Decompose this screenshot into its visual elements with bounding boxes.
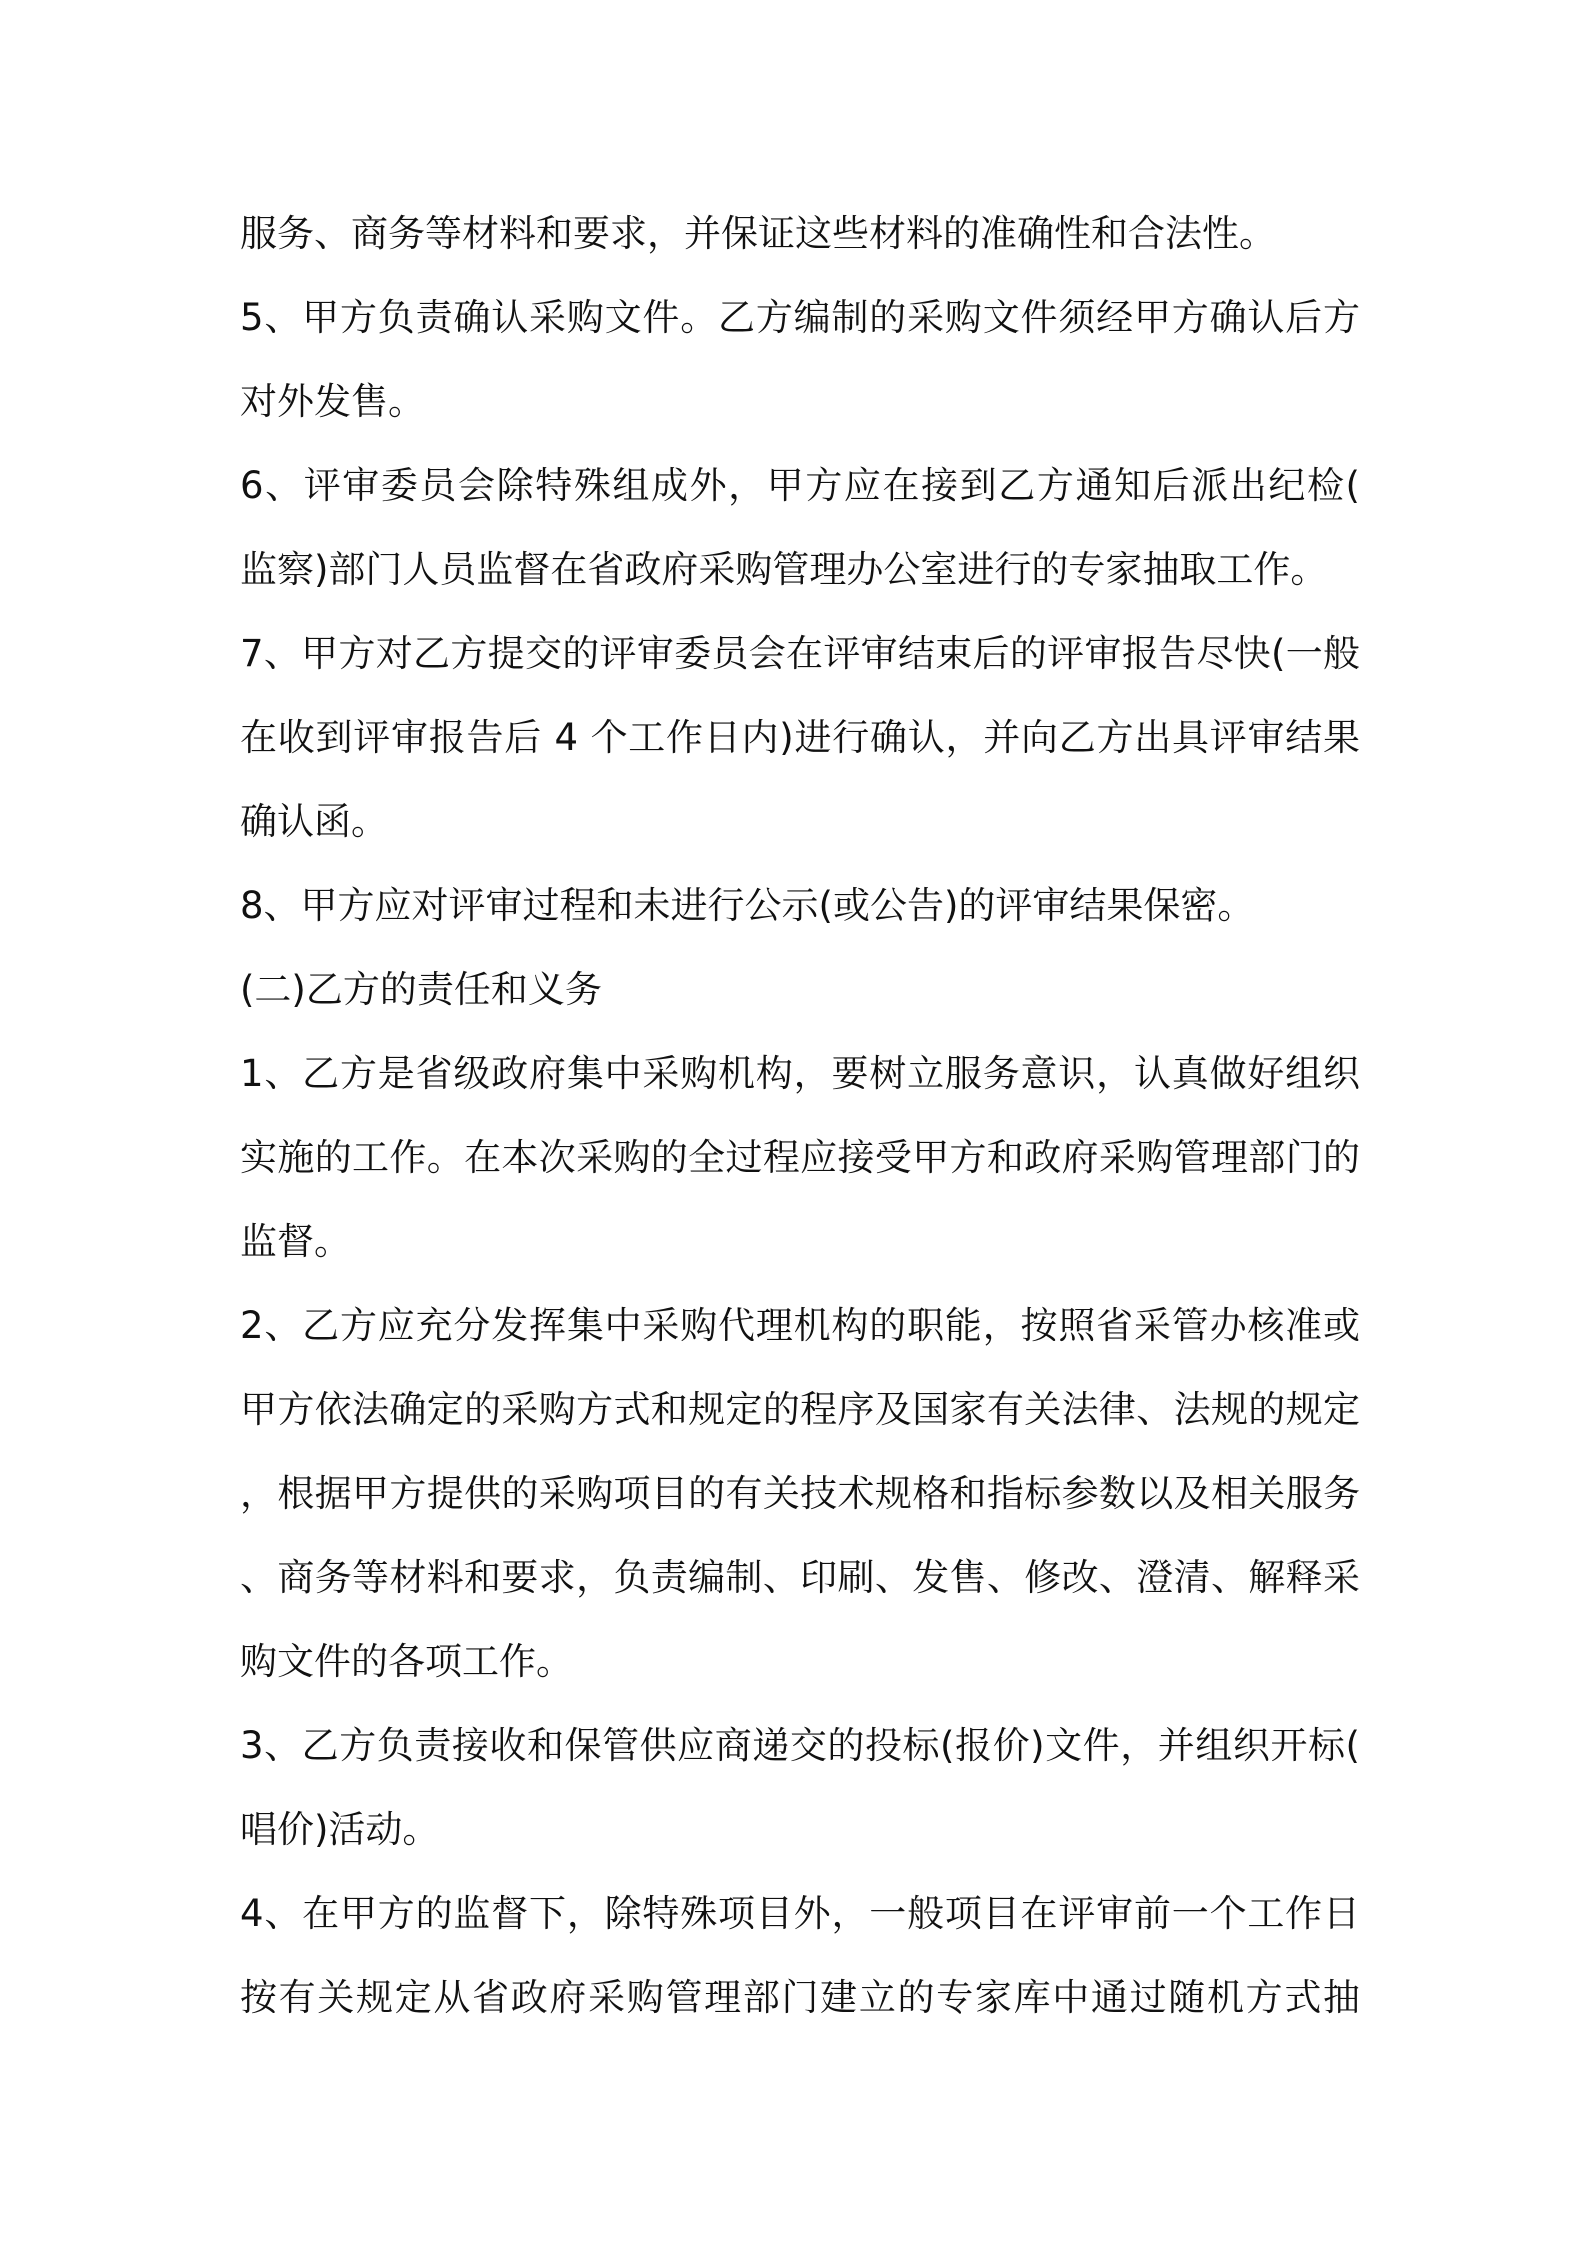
text-line: ，根据甲方提供的采购项目的有关技术规格和指标参数以及相关服务 (240, 1472, 1360, 1515)
text-line: 8、甲方应对评审过程和未进行公示(或公告)的评审结果保密。 (240, 884, 1255, 927)
document-body (240, 192, 1360, 2040)
section-heading: (二)乙方的责任和义务 (240, 968, 602, 1011)
text-line: 2、乙方应充分发挥集中采购代理机构的职能，按照省采管办核准或 (240, 1304, 1360, 1347)
text-line: 1、乙方是省级政府集中采购机构，要树立服务意识，认真做好组织 (240, 1052, 1360, 1095)
text-line: 监察)部门人员监督在省政府采购管理办公室进行的专家抽取工作。 (240, 548, 1328, 591)
text-line: 、商务等材料和要求，负责编制、印刷、发售、修改、澄清、解释采 (240, 1556, 1360, 1599)
text-line: 购文件的各项工作。 (240, 1640, 573, 1683)
text-line: 4、在甲方的监督下，除特殊项目外，一般项目在评审前一个工作日 (240, 1892, 1360, 1935)
text-line: 唱价)活动。 (240, 1808, 440, 1851)
text-line: 甲方依法确定的采购方式和规定的程序及国家有关法律、法规的规定 (240, 1388, 1360, 1431)
text-line: 确认函。 (240, 800, 388, 843)
text-line: 7、甲方对乙方提交的评审委员会在评审结束后的评审报告尽快(一般 (240, 632, 1360, 675)
text-line: 实施的工作。在本次采购的全过程应接受甲方和政府采购管理部门的 (240, 1136, 1360, 1179)
text-line: 服务、商务等材料和要求，并保证这些材料的准确性和合法性。 (240, 212, 1276, 255)
text-line: 3、乙方负责接收和保管供应商递交的投标(报价)文件，并组织开标( (240, 1724, 1360, 1767)
text-line: 监督。 (240, 1220, 351, 1263)
text-line: 6、评审委员会除特殊组成外，甲方应在接到乙方通知后派出纪检( (240, 464, 1360, 507)
text-line: 在收到评审报告后 4 个工作日内)进行确认，并向乙方出具评审结果 (240, 716, 1360, 759)
text-line: 5、甲方负责确认采购文件。乙方编制的采购文件须经甲方确认后方 (240, 296, 1360, 339)
text-line: 按有关规定从省政府采购管理部门建立的专家库中通过随机方式抽 (240, 1976, 1360, 2019)
text-line: 对外发售。 (240, 380, 425, 423)
